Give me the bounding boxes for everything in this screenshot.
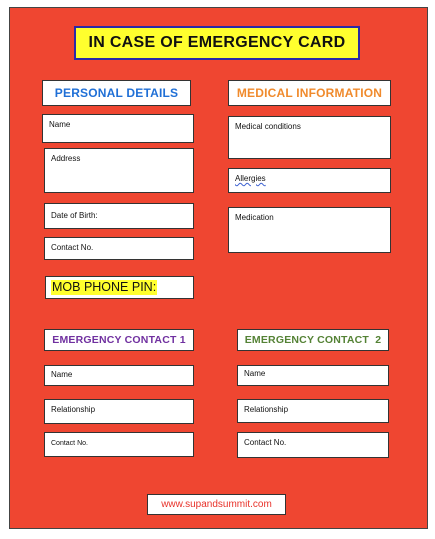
emergency-2-relationship-label: Relationship (244, 405, 289, 414)
phone-pin-field[interactable] (45, 276, 194, 299)
date-of-birth-label: Date of Birth: (51, 211, 98, 220)
contact-number-field[interactable] (44, 237, 194, 260)
website-text: www.supandsummit.com (161, 499, 272, 510)
address-field[interactable] (44, 148, 194, 193)
personal-details-header (42, 80, 191, 106)
emergency-1-name-field[interactable] (44, 365, 194, 386)
date-of-birth-field[interactable] (44, 203, 194, 229)
emergency-1-name-label: Name (51, 370, 73, 379)
name-label: Name (49, 120, 71, 129)
emergency-1-contact-field[interactable] (44, 432, 194, 457)
medical-conditions-field[interactable] (228, 116, 391, 159)
contact-number-label: Contact No. (51, 243, 94, 252)
medical-information-header-text: MEDICAL INFORMATION (236, 86, 383, 100)
address-label: Address (51, 154, 81, 163)
emergency-card (9, 7, 428, 529)
emergency-contact-2-header-text: EMERGENCY CONTACT 2 (244, 334, 382, 346)
emergency-contact-1-header-text: EMERGENCY CONTACT 1 (52, 334, 186, 346)
emergency-2-contact-label: Contact No. (244, 438, 287, 447)
emergency-2-contact-field[interactable] (237, 432, 389, 458)
allergies-field[interactable] (228, 168, 391, 193)
medication-label: Medication (235, 213, 274, 222)
emergency-1-contact-label: Contact No. (51, 440, 88, 447)
emergency-2-name-label: Name (244, 369, 266, 378)
emergency-contact-1-header (44, 329, 194, 351)
emergency-2-name-field[interactable] (237, 365, 389, 386)
medication-field[interactable] (228, 207, 391, 253)
medical-information-header (228, 80, 391, 106)
emergency-2-relationship-field[interactable] (237, 399, 389, 423)
phone-pin-label: MOB PHONE PIN: (52, 280, 157, 294)
emergency-1-relationship-field[interactable] (44, 399, 194, 424)
website-link[interactable] (147, 494, 286, 515)
card-title: IN CASE OF EMERGENCY CARD (74, 26, 360, 60)
emergency-1-relationship-label: Relationship (51, 405, 96, 414)
name-field[interactable] (42, 114, 194, 143)
allergies-label: Allergies (235, 174, 266, 183)
emergency-contact-2-header (237, 329, 389, 351)
medical-conditions-label: Medical conditions (235, 122, 301, 131)
personal-details-header-text: PERSONAL DETAILS (54, 86, 179, 100)
